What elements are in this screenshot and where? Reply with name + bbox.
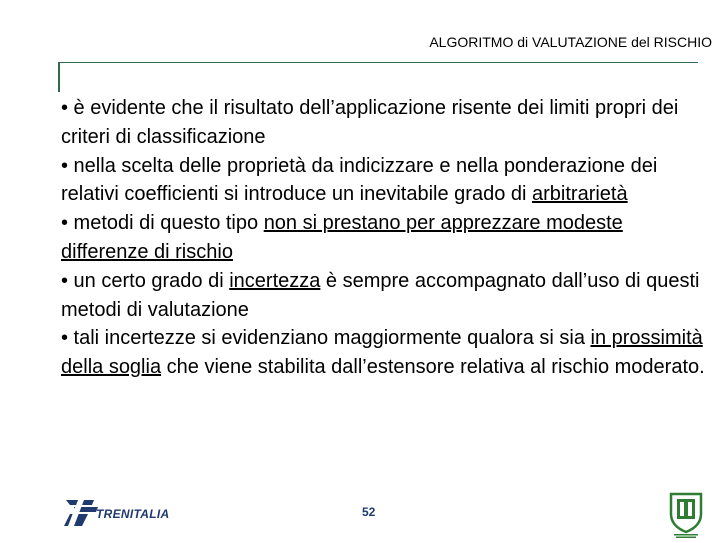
bullet-underlined-text: arbitrarietà: [532, 183, 628, 206]
page-number: 52: [362, 505, 376, 519]
bullet-underlined-text: in prossimità della soglia: [61, 327, 703, 379]
bullet-item: [61, 152, 711, 210]
bullet-underlined-text: incertezza: [229, 269, 321, 292]
bullet-text: è sempre accompagnato dall’uso di questi metodi di valutazione: [61, 269, 700, 321]
logo-wordmark: TRENITALIA: [96, 507, 170, 521]
slide-title: ALGORITMO di VALUTAZIONE del RISCHIO: [429, 34, 712, 50]
bullet-text: che viene stabilita dall’estensore relativa al rischio moderato.: [161, 356, 705, 379]
bullet-item: [61, 209, 711, 267]
bullet-text: • metodi di questo tipo: [61, 212, 264, 235]
bullet-text: • è evidente che il risultato dell’applicazione risente dei limiti propri dei criteri di classificazione: [61, 97, 679, 148]
bullet-item: [61, 324, 711, 382]
trenitalia-logo: [60, 490, 190, 530]
header-rule-vertical: [58, 62, 60, 92]
university-crest-icon: [668, 490, 704, 538]
bullet-text: • un certo grado di: [61, 269, 230, 292]
bullet-text: • nella scelta delle proprietà da indicizzare e nella ponderazione dei relativi coefficienti si introduce un inevitabile grado di: [61, 154, 658, 206]
bullet-item: [61, 267, 711, 325]
bullet-text: • tali incertezze si evidenziano maggiormente qualora si sia: [61, 327, 591, 350]
header-rule: [58, 62, 698, 63]
bullet-underlined-text: non si prestano per apprezzare modeste differenze di rischio: [61, 212, 623, 263]
slide-body: [61, 94, 711, 382]
trenitalia-logo-icon: [60, 490, 100, 528]
bullet-item: [61, 94, 711, 152]
